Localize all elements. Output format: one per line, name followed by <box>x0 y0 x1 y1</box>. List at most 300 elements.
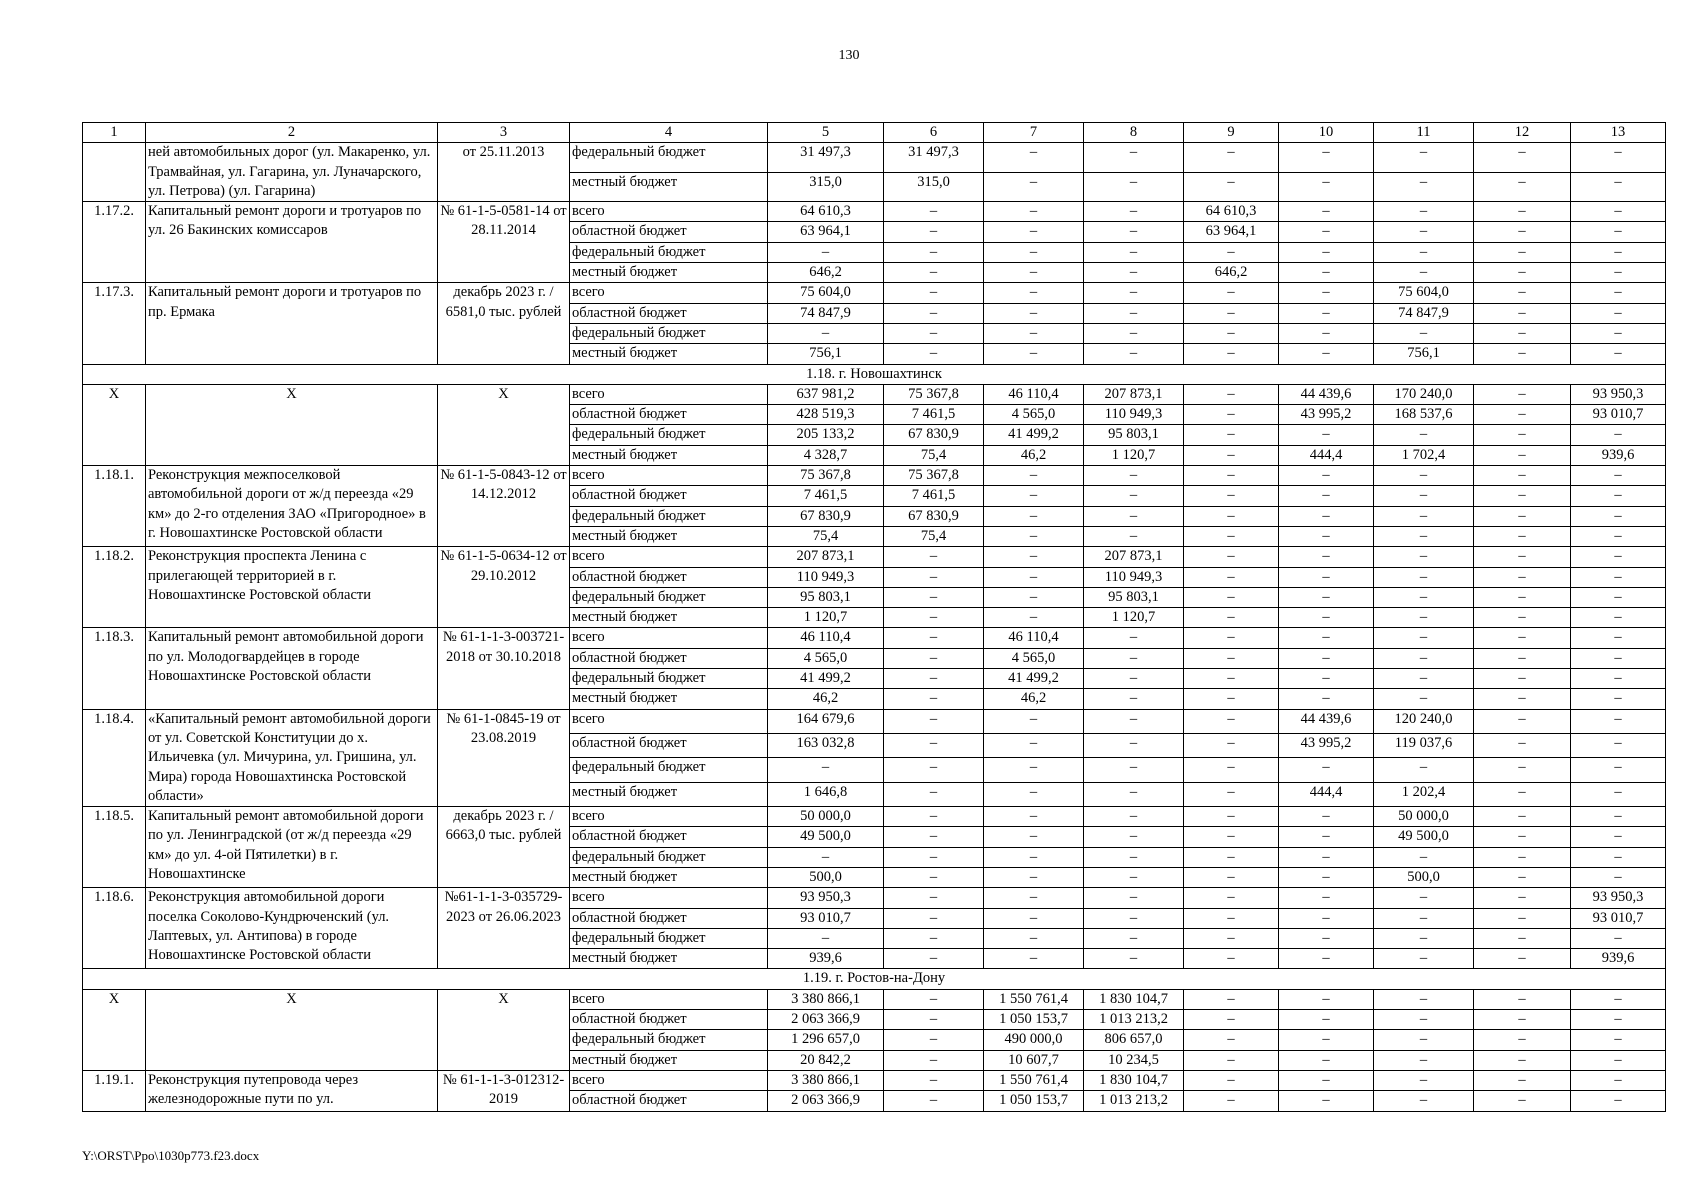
amount-cell: 46 110,4 <box>984 628 1084 648</box>
amount-cell: – <box>1084 466 1184 486</box>
amount-cell: – <box>1279 143 1374 172</box>
amount-cell: – <box>884 608 984 628</box>
item-number: Х <box>83 384 146 465</box>
amount-cell: – <box>884 283 984 303</box>
amount-cell: 1 202,4 <box>1374 782 1474 806</box>
column-number: 2 <box>146 123 438 143</box>
amount-cell: – <box>1084 172 1184 201</box>
amount-cell: 4 565,0 <box>768 648 884 668</box>
amount-cell: – <box>1184 888 1279 908</box>
budget-source: областной бюджет <box>570 567 768 587</box>
amount-cell: – <box>1571 263 1666 283</box>
amount-cell: – <box>1184 242 1279 262</box>
amount-cell: – <box>1571 567 1666 587</box>
amount-cell: – <box>1474 888 1571 908</box>
amount-cell: 49 500,0 <box>768 827 884 847</box>
amount-cell: – <box>1571 344 1666 364</box>
table-row <box>83 628 1666 648</box>
table-row <box>83 283 1666 303</box>
amount-cell: – <box>1279 1091 1374 1111</box>
amount-cell: – <box>1279 888 1374 908</box>
budget-source: областной бюджет <box>570 1091 768 1111</box>
amount-cell: 93 010,7 <box>1571 908 1666 928</box>
amount-cell: – <box>1474 242 1571 262</box>
amount-cell: – <box>884 949 984 969</box>
amount-cell: 207 873,1 <box>768 547 884 567</box>
amount-cell: – <box>884 222 984 242</box>
amount-cell: 4 565,0 <box>984 405 1084 425</box>
amount-cell: – <box>1374 172 1474 201</box>
amount-cell: – <box>884 888 984 908</box>
amount-cell: – <box>1474 303 1571 323</box>
amount-cell: – <box>768 758 884 782</box>
amount-cell: – <box>1571 486 1666 506</box>
amount-cell: – <box>1279 466 1374 486</box>
amount-cell: – <box>1084 242 1184 262</box>
budget-source: областной бюджет <box>570 303 768 323</box>
amount-cell: – <box>1279 867 1374 887</box>
budget-source: местный бюджет <box>570 526 768 546</box>
amount-cell: – <box>1571 689 1666 709</box>
table-row <box>83 143 1666 172</box>
object-name: Капитальный ремонт автомобильной дороги по ул. Ленинградской (от ж/д переезда «29 км» до ул. 4-ой Пятилетки) в г. Новошахтинске <box>146 807 438 888</box>
amount-cell: – <box>1474 807 1571 827</box>
amount-cell: – <box>1184 1070 1279 1090</box>
amount-cell: – <box>1184 827 1279 847</box>
budget-source: областной бюджет <box>570 1010 768 1030</box>
amount-cell: 1 702,4 <box>1374 445 1474 465</box>
amount-cell: – <box>1084 526 1184 546</box>
item-number <box>83 143 146 202</box>
amount-cell: 1 120,7 <box>768 608 884 628</box>
amount-cell: – <box>1184 466 1279 486</box>
amount-cell: – <box>1474 425 1571 445</box>
amount-cell: – <box>1374 949 1474 969</box>
document-details: № 61-1-5-0634-12 от 29.10.2012 <box>438 547 570 628</box>
amount-cell: – <box>984 587 1084 607</box>
budget-source: всего <box>570 989 768 1009</box>
amount-cell: – <box>984 827 1084 847</box>
amount-cell: 31 497,3 <box>768 143 884 172</box>
amount-cell: – <box>1184 567 1279 587</box>
amount-cell: – <box>1279 587 1374 607</box>
amount-cell: – <box>1571 303 1666 323</box>
amount-cell: – <box>1184 709 1279 733</box>
amount-cell: – <box>884 202 984 222</box>
budget-source: федеральный бюджет <box>570 669 768 689</box>
table-row <box>83 709 1666 733</box>
amount-cell: – <box>884 709 984 733</box>
budget-source: федеральный бюджет <box>570 758 768 782</box>
amount-cell: – <box>1474 526 1571 546</box>
budget-source: областной бюджет <box>570 827 768 847</box>
amount-cell: – <box>1374 1070 1474 1090</box>
amount-cell: – <box>1374 526 1474 546</box>
amount-cell: – <box>1184 782 1279 806</box>
amount-cell: – <box>1279 172 1374 201</box>
section-row <box>83 969 1666 989</box>
amount-cell: – <box>984 242 1084 262</box>
amount-cell: – <box>1084 827 1184 847</box>
amount-cell: – <box>984 202 1084 222</box>
budget-source: всего <box>570 547 768 567</box>
amount-cell: 20 842,2 <box>768 1050 884 1070</box>
amount-cell: – <box>1279 323 1374 343</box>
amount-cell: – <box>1184 648 1279 668</box>
amount-cell: – <box>1474 669 1571 689</box>
document-details: декабрь 2023 г. / 6581,0 тыс. рублей <box>438 283 570 364</box>
amount-cell: – <box>1184 323 1279 343</box>
amount-cell: – <box>984 908 1084 928</box>
amount-cell: – <box>884 567 984 587</box>
amount-cell: – <box>884 1091 984 1111</box>
amount-cell: 49 500,0 <box>1374 827 1474 847</box>
amount-cell: – <box>1184 547 1279 567</box>
amount-cell: 1 550 761,4 <box>984 989 1084 1009</box>
amount-cell: – <box>1474 405 1571 425</box>
budget-source: федеральный бюджет <box>570 323 768 343</box>
amount-cell: – <box>1474 608 1571 628</box>
amount-cell: – <box>1571 709 1666 733</box>
amount-cell: – <box>884 303 984 323</box>
amount-cell: – <box>768 928 884 948</box>
amount-cell: – <box>1184 1050 1279 1070</box>
amount-cell: 75 367,8 <box>768 466 884 486</box>
amount-cell: 646,2 <box>1184 263 1279 283</box>
amount-cell: – <box>1084 222 1184 242</box>
amount-cell: 444,4 <box>1279 445 1374 465</box>
amount-cell: – <box>1571 526 1666 546</box>
amount-cell: – <box>1084 303 1184 323</box>
amount-cell: – <box>1474 827 1571 847</box>
amount-cell: – <box>1279 669 1374 689</box>
column-number: 12 <box>1474 123 1571 143</box>
amount-cell: – <box>884 344 984 364</box>
amount-cell: – <box>1571 1010 1666 1030</box>
amount-cell: – <box>1374 466 1474 486</box>
amount-cell: – <box>984 344 1084 364</box>
amount-cell: 46,2 <box>984 689 1084 709</box>
amount-cell: – <box>1279 908 1374 928</box>
amount-cell: – <box>884 323 984 343</box>
amount-cell: – <box>1474 587 1571 607</box>
document-details: № 61-1-1-3-012312-2019 <box>438 1070 570 1111</box>
amount-cell: – <box>884 1050 984 1070</box>
amount-cell: – <box>1474 445 1571 465</box>
amount-cell: – <box>984 733 1084 757</box>
amount-cell: – <box>1474 1091 1571 1111</box>
amount-cell: – <box>1474 547 1571 567</box>
amount-cell: – <box>984 949 1084 969</box>
amount-cell: – <box>1184 526 1279 546</box>
budget-source: федеральный бюджет <box>570 242 768 262</box>
amount-cell: – <box>884 669 984 689</box>
budget-source: местный бюджет <box>570 608 768 628</box>
amount-cell: – <box>1474 1030 1571 1050</box>
amount-cell: – <box>884 807 984 827</box>
budget-source: всего <box>570 202 768 222</box>
amount-cell: – <box>1184 587 1279 607</box>
amount-cell: – <box>1279 242 1374 262</box>
budget-source: местный бюджет <box>570 782 768 806</box>
budget-source: федеральный бюджет <box>570 928 768 948</box>
amount-cell: 4 565,0 <box>984 648 1084 668</box>
amount-cell: 93 950,3 <box>1571 384 1666 404</box>
amount-cell: – <box>1084 263 1184 283</box>
amount-cell: 1 646,8 <box>768 782 884 806</box>
table-row <box>83 202 1666 222</box>
footer-file-path: Y:\ORST\Ppo\1030p773.f23.docx <box>82 1148 260 1163</box>
budget-source: местный бюджет <box>570 172 768 201</box>
document-details: № 61-1-1-3-003721-2018 от 30.10.2018 <box>438 628 570 709</box>
amount-cell: – <box>984 547 1084 567</box>
amount-cell: – <box>1084 344 1184 364</box>
amount-cell: – <box>1184 384 1279 404</box>
amount-cell: 46 110,4 <box>984 384 1084 404</box>
budget-source: местный бюджет <box>570 867 768 887</box>
amount-cell: – <box>1571 242 1666 262</box>
amount-cell: – <box>984 847 1084 867</box>
amount-cell: – <box>1374 425 1474 445</box>
amount-cell: – <box>1279 648 1374 668</box>
amount-cell: – <box>1184 807 1279 827</box>
amount-cell: – <box>984 283 1084 303</box>
amount-cell: – <box>1184 608 1279 628</box>
amount-cell: – <box>1474 567 1571 587</box>
amount-cell: 4 328,7 <box>768 445 884 465</box>
amount-cell: – <box>1279 526 1374 546</box>
amount-cell: – <box>1374 888 1474 908</box>
amount-cell: – <box>1374 1010 1474 1030</box>
column-number: 8 <box>1084 123 1184 143</box>
amount-cell: – <box>1279 547 1374 567</box>
amount-cell: – <box>1084 782 1184 806</box>
amount-cell: – <box>1279 628 1374 648</box>
amount-cell: – <box>1474 466 1571 486</box>
amount-cell: – <box>984 486 1084 506</box>
amount-cell: – <box>1474 222 1571 242</box>
amount-cell: – <box>1184 1010 1279 1030</box>
amount-cell: 93 010,7 <box>768 908 884 928</box>
amount-cell: – <box>768 323 884 343</box>
amount-cell: – <box>1084 202 1184 222</box>
amount-cell: – <box>1474 628 1571 648</box>
budget-source: областной бюджет <box>570 908 768 928</box>
amount-cell: – <box>1184 669 1279 689</box>
budget-source: всего <box>570 1070 768 1090</box>
amount-cell: – <box>1279 949 1374 969</box>
item-number: 1.18.2. <box>83 547 146 628</box>
amount-cell: – <box>1084 486 1184 506</box>
amount-cell: – <box>768 847 884 867</box>
budget-source: местный бюджет <box>570 344 768 364</box>
amount-cell: – <box>1184 949 1279 969</box>
amount-cell: – <box>884 587 984 607</box>
amount-cell: – <box>1474 283 1571 303</box>
amount-cell: – <box>1084 669 1184 689</box>
amount-cell: – <box>1474 1010 1571 1030</box>
amount-cell: – <box>1184 283 1279 303</box>
amount-cell: – <box>1474 782 1571 806</box>
amount-cell: 75,4 <box>884 526 984 546</box>
amount-cell: – <box>884 648 984 668</box>
amount-cell: – <box>1474 989 1571 1009</box>
amount-cell: – <box>1184 733 1279 757</box>
amount-cell: – <box>1279 807 1374 827</box>
amount-cell: 428 519,3 <box>768 405 884 425</box>
amount-cell: – <box>1474 344 1571 364</box>
amount-cell: – <box>1279 425 1374 445</box>
amount-cell: – <box>1571 1091 1666 1111</box>
amount-cell: – <box>884 827 984 847</box>
amount-cell: 75 367,8 <box>884 466 984 486</box>
amount-cell: – <box>1279 1070 1374 1090</box>
amount-cell: – <box>1474 506 1571 526</box>
amount-cell: – <box>1374 143 1474 172</box>
amount-cell: 41 499,2 <box>768 669 884 689</box>
amount-cell: – <box>1279 344 1374 364</box>
amount-cell: 75,4 <box>884 445 984 465</box>
object-name: «Капитальный ремонт автомобильной дороги от ул. Советской Конституции до х. Ильичевка (ул. Мичурина, ул. Гришина, ул. Мира) города Новошахтинска Ростовской области» <box>146 709 438 806</box>
amount-cell: 444,4 <box>1279 782 1374 806</box>
amount-cell: 50 000,0 <box>1374 807 1474 827</box>
amount-cell: – <box>1374 263 1474 283</box>
amount-cell: – <box>884 689 984 709</box>
amount-cell: 1 120,7 <box>1084 445 1184 465</box>
amount-cell: 939,6 <box>1571 949 1666 969</box>
table-row <box>83 1070 1666 1090</box>
table-row <box>83 888 1666 908</box>
amount-cell: – <box>1571 506 1666 526</box>
object-name: ней автомобильных дорог (ул. Макаренко, ул. Трамвайная, ул. Гагарина, ул. Луначарского, ул. Петрова) (ул. Гагарина) <box>146 143 438 202</box>
amount-cell: – <box>1084 908 1184 928</box>
amount-cell: – <box>1279 222 1374 242</box>
amount-cell: 93 010,7 <box>1571 405 1666 425</box>
amount-cell: – <box>1571 733 1666 757</box>
amount-cell: 75,4 <box>768 526 884 546</box>
amount-cell: – <box>1374 989 1474 1009</box>
object-name: Реконструкция межпоселковой автомобильной дороги от ж/д переезда «29 км» до 2-го отделения ЗАО «Пригородное» в г. Новошахтинске Ростовской области <box>146 466 438 547</box>
amount-cell: – <box>1184 908 1279 928</box>
amount-cell: – <box>1084 949 1184 969</box>
amount-cell: – <box>1279 989 1374 1009</box>
amount-cell: – <box>1084 143 1184 172</box>
budget-source: всего <box>570 807 768 827</box>
amount-cell: – <box>884 989 984 1009</box>
amount-cell: – <box>1279 689 1374 709</box>
budget-source: всего <box>570 888 768 908</box>
amount-cell: – <box>1474 263 1571 283</box>
amount-cell: – <box>1184 628 1279 648</box>
column-number: 5 <box>768 123 884 143</box>
amount-cell: – <box>984 222 1084 242</box>
amount-cell: – <box>884 928 984 948</box>
document-details: декабрь 2023 г. / 6663,0 тыс. рублей <box>438 807 570 888</box>
amount-cell: – <box>1571 1030 1666 1050</box>
table-row <box>83 547 1666 567</box>
table-row <box>83 466 1666 486</box>
amount-cell: 500,0 <box>768 867 884 887</box>
amount-cell: 93 950,3 <box>768 888 884 908</box>
amount-cell: – <box>1474 323 1571 343</box>
item-number: 1.19.1. <box>83 1070 146 1111</box>
amount-cell: 74 847,9 <box>768 303 884 323</box>
budget-source: федеральный бюджет <box>570 506 768 526</box>
amount-cell: – <box>1374 547 1474 567</box>
amount-cell: – <box>1184 847 1279 867</box>
amount-cell: 806 657,0 <box>1084 1030 1184 1050</box>
amount-cell: 50 000,0 <box>768 807 884 827</box>
amount-cell: – <box>984 526 1084 546</box>
amount-cell: 41 499,2 <box>984 425 1084 445</box>
amount-cell: – <box>1184 486 1279 506</box>
amount-cell: – <box>768 242 884 262</box>
amount-cell: 315,0 <box>884 172 984 201</box>
amount-cell: 2 063 366,9 <box>768 1010 884 1030</box>
amount-cell: – <box>984 466 1084 486</box>
amount-cell: 67 830,9 <box>768 506 884 526</box>
object-name: Капитальный ремонт дороги и тротуаров по ул. 26 Бакинских комиссаров <box>146 202 438 283</box>
amount-cell: – <box>1279 758 1374 782</box>
document-details: № 61-1-5-0581-14 от 28.11.2014 <box>438 202 570 283</box>
object-name: Х <box>146 989 438 1070</box>
amount-cell: 207 873,1 <box>1084 547 1184 567</box>
budget-source: местный бюджет <box>570 445 768 465</box>
amount-cell: – <box>1571 283 1666 303</box>
amount-cell: – <box>984 303 1084 323</box>
amount-cell: 75 367,8 <box>884 384 984 404</box>
amount-cell: 10 607,7 <box>984 1050 1084 1070</box>
amount-cell: – <box>1571 202 1666 222</box>
amount-cell: 41 499,2 <box>984 669 1084 689</box>
amount-cell: – <box>1571 827 1666 847</box>
section-title: 1.18. г. Новошахтинск <box>83 364 1666 384</box>
amount-cell: – <box>1474 202 1571 222</box>
object-name: Реконструкция проспекта Ленина с прилегающей территорией в г. Новошахтинске Ростовской области <box>146 547 438 628</box>
amount-cell: – <box>1084 283 1184 303</box>
amount-cell: – <box>1374 608 1474 628</box>
amount-cell: – <box>984 782 1084 806</box>
document-details: № 61-1-0845-19 от 23.08.2019 <box>438 709 570 806</box>
amount-cell: – <box>1184 689 1279 709</box>
amount-cell: 95 803,1 <box>768 587 884 607</box>
amount-cell: 95 803,1 <box>1084 587 1184 607</box>
item-number: 1.18.5. <box>83 807 146 888</box>
item-number: 1.17.2. <box>83 202 146 283</box>
amount-cell: – <box>1084 807 1184 827</box>
amount-cell: – <box>1374 587 1474 607</box>
amount-cell: 3 380 866,1 <box>768 1070 884 1090</box>
amount-cell: 110 949,3 <box>768 567 884 587</box>
amount-cell: – <box>1474 384 1571 404</box>
budget-source: федеральный бюджет <box>570 587 768 607</box>
section-row <box>83 364 1666 384</box>
object-name: Реконструкция автомобильной дороги поселка Соколово-Кундрюченский (ул. Лаптевых, ул. Антипова) в городе Новошахтинске Ростовской области <box>146 888 438 969</box>
amount-cell: – <box>1184 303 1279 323</box>
amount-cell: – <box>884 547 984 567</box>
budget-source: областной бюджет <box>570 405 768 425</box>
amount-cell: – <box>1184 405 1279 425</box>
amount-cell: 75 604,0 <box>768 283 884 303</box>
amount-cell: 939,6 <box>1571 445 1666 465</box>
amount-cell: – <box>1474 486 1571 506</box>
amount-cell: – <box>1474 143 1571 172</box>
object-name: Х <box>146 384 438 465</box>
amount-cell: – <box>1279 506 1374 526</box>
amount-cell: – <box>1571 587 1666 607</box>
amount-cell: 1 050 153,7 <box>984 1010 1084 1030</box>
document-details: №61-1-1-3-035729-2023 от 26.06.2023 <box>438 888 570 969</box>
